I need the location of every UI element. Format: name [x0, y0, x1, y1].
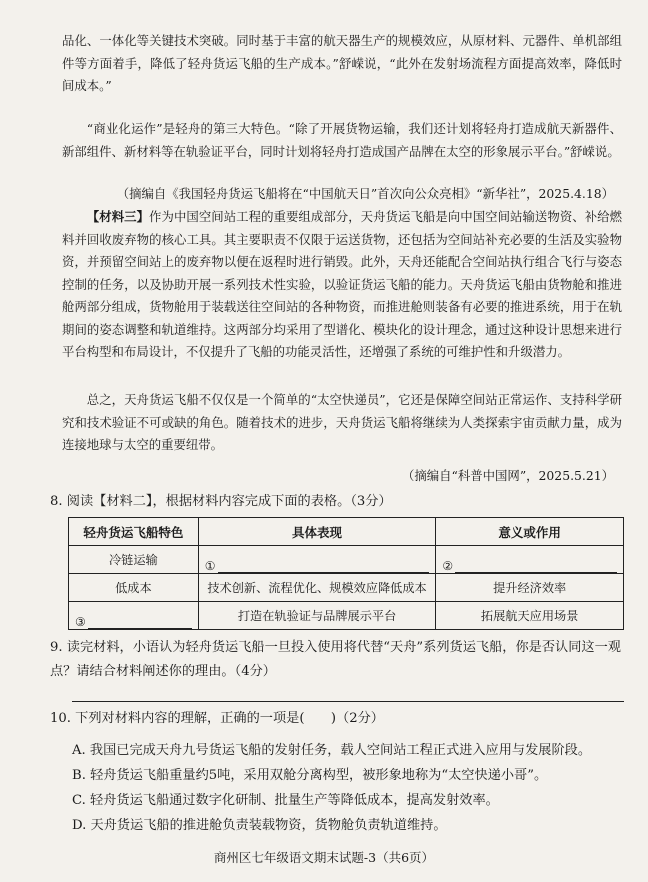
table-cell: 提升经济效率: [436, 574, 624, 602]
table-cell: 低成本: [69, 574, 199, 602]
source-note-2: （摘编自“科普中国网”，2025.5.21）: [401, 468, 614, 483]
table-row: [69, 602, 624, 630]
option-b[interactable]: B. 轻舟货运飞船重量约5吨，采用双舱分离构型，被形象地称为“太空快递小哥”。: [72, 768, 548, 783]
blank-marker: ②: [442, 559, 454, 573]
source-note-1: （摘编自《我国轻舟货运飞船将在“中国航天日”首次向公众亮相》“新华社”，2025.4.18）: [116, 186, 614, 201]
blank-marker: ③: [75, 615, 86, 629]
blank-marker: ①: [204, 559, 216, 573]
question-8: 8. 阅读【材料二】，根据材料内容完成下面的表格。（3分）: [50, 494, 392, 509]
table-cell: 打造在轨验证与品牌展示平台: [198, 602, 436, 630]
answer-line[interactable]: [72, 701, 624, 702]
table-cell: 技术创新、流程优化、规模效应降低成本: [198, 574, 436, 602]
question-10: 10. 下列对材料内容的理解，正确的一项是( )（2分）: [50, 711, 384, 726]
table-row: [69, 574, 624, 602]
page-footer: 商州区七年级语文期末试题-3（共6页）: [213, 850, 435, 865]
material-three-text: 作为中国空间站工程的重要组成部分，天舟货运飞船是向中国空间站输送物资、补给燃料并回收废弃物的核心工具。其主要职责不仅限于运送货物，还包括为空间站补充必要的生活及实验物资，并预留空间站上的废弃物以便在返程时进行销毁。此外，天舟还能配合空间站执行组合飞行与姿态控制的任务，以及协助开展一系列技术性实验，以验证货运飞船的能力。天舟货运飞船由货物舱和推进舱两部分组成，货物舱用于装载送往空间站的各种物资，而推进舱则装备有必要的推进系统，用于在轨期间的姿态调整和轨道维持。这两部分均采用了型谱化、模块化的设计理念，通过这种设计思想来进行平台构型和布局设计，不仅提升了飞船的功能灵活性，还增强了系统的可维护性和升级潜力。: [62, 209, 623, 359]
option-d[interactable]: D. 天舟货运飞船的推进舱负责装载物资，货物舱负责轨道维持。: [72, 818, 447, 833]
answer-blank-cell[interactable]: [436, 546, 624, 574]
table-header-cell: 具体表现: [198, 518, 436, 546]
answer-blank-line: [218, 558, 430, 573]
passage-summary: 总之，天舟货运飞船不仅仅是一个简单的“太空快递员”，它还是保障空间站正常运作、支持科学研究和技术验证不可或缺的角色。随着技术的进步，天舟货运飞船将继续为人类探索宇宙贡献力量，成为连接地球与太空的重要纽带。: [62, 392, 622, 452]
passage-paragraph-2: “商业化运作”是轻舟的第三大特色。“除了开展货物运输，我们还计划将轻舟打造成航天新器件、新部组件、新材料等在轨验证平台，同时计划将轻舟打造成国产品牌在太空的形象展示平台。”舒嵘说。: [62, 121, 622, 159]
answer-blank-line: [455, 558, 617, 573]
table-header-cell: 轻舟货运飞船特色: [69, 518, 199, 546]
table-header-cell: 意义或作用: [436, 518, 624, 546]
material-three-label: 【材料三】: [86, 209, 150, 224]
table-header-row: [69, 518, 624, 546]
material-three-paragraph: [62, 206, 622, 364]
option-a[interactable]: A. 我国已完成天舟九号货运飞船的发射任务，载人空间站工程正式进入应用与发展阶段。: [72, 743, 592, 758]
option-c[interactable]: C. 轻舟货运飞船通过数字化研制、批量生产等降低成本，提高发射效率。: [72, 793, 499, 808]
feature-table: [68, 517, 624, 630]
table-row: [69, 546, 624, 574]
table-cell: 拓展航天应用场景: [436, 602, 624, 630]
answer-blank-cell[interactable]: [198, 546, 436, 574]
passage-paragraph-1: 品化、一体化等关键技术突破。同时基于丰富的航天器生产的规模效应，从原材料、元器件、单机部组件等方面着手，降低了轻舟货运飞船的生产成本。”舒嵘说，“此外在发射场流程方面提高效率，降低时间成本。”: [62, 33, 622, 93]
question-9: 9. 读完材料，小语认为轻舟货运飞船一旦投入使用将代替“天舟”系列货运飞船，你是否认同这一观点？请结合材料阐述你的理由。（4分）: [50, 640, 621, 679]
answer-blank-line: [88, 614, 192, 629]
answer-blank-cell[interactable]: [69, 602, 199, 630]
table-cell: 冷链运输: [69, 546, 199, 574]
